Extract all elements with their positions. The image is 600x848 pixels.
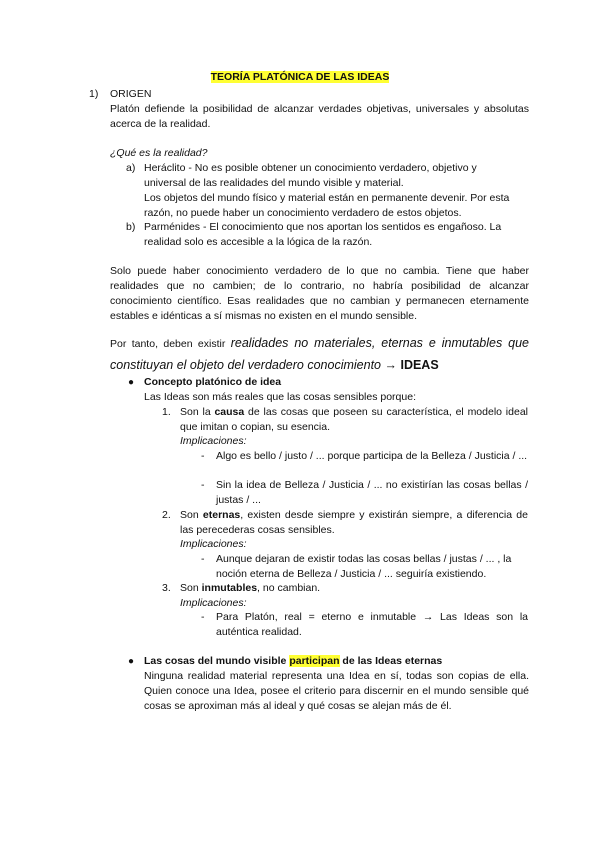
bullet-1-intro: Las Ideas son más reales que las cosas sensibles porque:: [144, 391, 416, 403]
section-number: 1): [89, 88, 99, 100]
point-3-text: [180, 581, 528, 596]
bullet-2-dot: ●: [128, 656, 135, 667]
bullet-2-heading-post: de las Ideas eternas: [339, 655, 443, 667]
bullet-2-heading-highlight: participan: [289, 655, 340, 667]
section-intro: Platón defiende la posibilidad de alcanzar verdades objetivas, universales y absolutas acerca de la realidad.: [110, 103, 529, 130]
point-1-impl-2-dash: -: [201, 479, 205, 491]
point-2-impl-1-dash: -: [201, 553, 205, 565]
point-3-post: , no cambian.: [257, 582, 321, 594]
question: ¿Qué es la realidad?: [110, 147, 208, 159]
item-b-body: El conocimiento que nos aportan los sentidos es engañoso. La realidad solo es accesible a la lógica de la razón.: [144, 221, 502, 248]
point-3-impl-label: Implicaciones:: [180, 597, 247, 609]
point-2-text: [180, 508, 528, 538]
paragraph-2: Solo puede haber conocimiento verdadero de lo que no cambia. Tiene que haber realidades que no cambien; de lo contrario, no habría posibilidad de alcanzar conocimiento científico. Esas realidades que no cambian y permanecen eternamente estables e idénticas a sí mismas no existen en el mundo sensible.: [110, 265, 529, 322]
bullet-2-text: Ninguna realidad material representa una Idea en sí, todas son copias de ella. Quien conoce una Idea, posee el criterio para discernir en el mundo sensible qué cosas se aproximan más al ideal y qué cosas se alejan más de él.: [144, 670, 529, 712]
point-3-bold: inmutables: [201, 582, 258, 594]
paragraph-3-arrow: →: [381, 358, 401, 372]
point-1-pre: Son la: [180, 406, 215, 418]
point-1-post: de las cosas que poseen su característica, el modelo ideal que imitan o copian, su esencia.: [180, 406, 528, 433]
point-2-post: , existen desde siempre y existirán siempre, a diferencia de las perecederas cosas sensibles.: [180, 509, 528, 536]
point-2-impl-label: Implicaciones:: [180, 538, 247, 550]
point-1-number: 1.: [162, 406, 171, 418]
item-a-name: Heráclito -: [144, 162, 192, 174]
item-b-marker: b): [126, 221, 136, 233]
point-1-impl-label: Implicaciones:: [180, 435, 247, 447]
paragraph-3-lead: Por tanto, deben existir: [110, 338, 231, 350]
item-a-text: [144, 161, 512, 191]
paragraph-3: [110, 333, 529, 377]
point-3-impl-1-dash: -: [201, 611, 205, 623]
point-3-number: 3.: [162, 582, 171, 594]
point-3-pre: Son: [180, 582, 202, 594]
point-3-impl-1: Para Platón, real = eterno e inmutable → Las Ideas son la auténtica realidad.: [216, 611, 528, 638]
item-b-name: Parménides -: [144, 221, 207, 233]
point-1-bold: causa: [214, 406, 245, 418]
point-2-bold: eternas: [202, 509, 241, 521]
section-heading: ORIGEN: [110, 88, 152, 100]
point-1-impl-2: Sin la idea de Belleza / Justicia / ... no existirían las cosas bellas / justas / ...: [216, 479, 528, 506]
point-2-pre: Son: [180, 509, 203, 521]
bullet-1-heading: Concepto platónico de idea: [144, 376, 282, 388]
point-1-impl-1: Algo es bello / justo / ... porque participa de la Belleza / Justicia / ...: [216, 450, 528, 462]
bullet-2-heading-pre: Las cosas del mundo visible: [144, 655, 290, 667]
item-a-marker: a): [126, 162, 136, 174]
point-1-text: [180, 405, 528, 435]
bullet-2-heading: [144, 654, 442, 669]
point-1-impl-1-dash: -: [201, 450, 205, 462]
bullet-1-dot: ●: [128, 377, 135, 388]
point-2-number: 2.: [162, 509, 171, 521]
point-2-impl-1: Aunque dejaran de existir todas las cosas bellas / justas / ... , la noción eterna de Belleza / Justicia / ... seguiría existiendo.: [216, 553, 512, 580]
paragraph-3-italic: realidades no materiales, eternas e inmutables que constituyan el objeto del verdadero conocimiento: [110, 336, 529, 372]
paragraph-3-ideas: IDEAS: [400, 358, 439, 372]
item-b-text: [144, 220, 529, 250]
item-a-extra: Los objetos del mundo físico y material están en permanente devenir. Por esta razón, no puede haber un conocimiento verdadero de estos objetos.: [144, 192, 510, 219]
page-title: TEORÍA PLATÓNICA DE LAS IDEAS: [210, 71, 390, 83]
item-a-body: No es posible obtener un conocimiento verdadero, objetivo y universal de las realidades del mundo visible y material.: [144, 162, 477, 189]
